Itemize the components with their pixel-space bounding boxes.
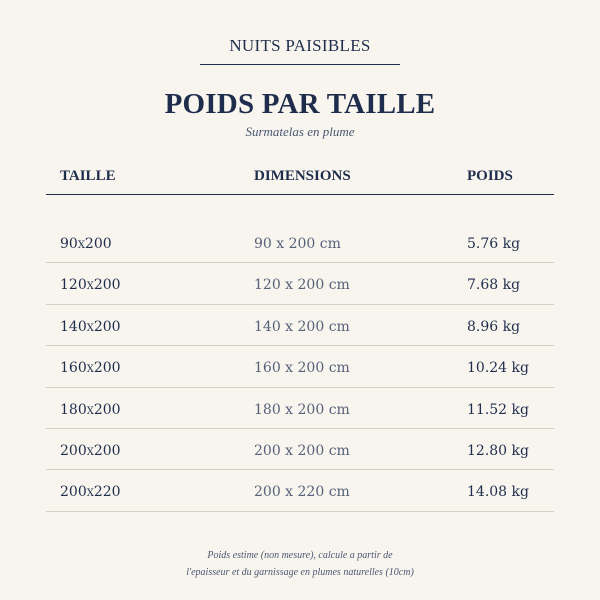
cell-dimensions: 160 x 200 cm <box>254 360 350 377</box>
table-header <box>0 168 600 188</box>
brand-name: NUITS PAISIBLES <box>229 36 371 55</box>
footnote-line-2: l'epaisseur et du garnissage en plumes naturelles (10cm) <box>186 567 414 578</box>
cell-poids: 11.52 kg <box>467 401 529 418</box>
header-taille: TAILLE <box>60 168 116 184</box>
row-divider <box>46 511 554 512</box>
cell-taille: 200x220 <box>60 484 121 501</box>
brand-divider <box>200 64 400 65</box>
cell-taille: 180x200 <box>60 401 121 418</box>
cell-taille: 160x200 <box>60 360 121 377</box>
table-row <box>0 305 600 346</box>
table-row <box>0 346 600 387</box>
table-row <box>0 388 600 429</box>
size-table <box>0 222 600 512</box>
cell-dimensions: 90 x 200 cm <box>254 236 341 252</box>
cell-dimensions: 180 x 200 cm <box>254 401 350 418</box>
cell-dimensions: 120 x 200 cm <box>254 277 350 294</box>
cell-dimensions: 200 x 220 cm <box>254 484 350 501</box>
table-row <box>0 429 600 470</box>
cell-poids: 10.24 kg <box>467 360 529 377</box>
cell-poids: 5.76 kg <box>467 236 521 252</box>
page-subtitle: Surmatelas en plume <box>245 124 355 139</box>
cell-poids: 14.08 kg <box>467 484 529 501</box>
cell-taille: 140x200 <box>60 318 121 335</box>
footnote-line-1: Poids estime (non mesure), calcule a partir de <box>207 550 393 561</box>
cell-taille: 120x200 <box>60 277 121 294</box>
header-divider <box>46 194 554 195</box>
table-row <box>0 470 600 511</box>
cell-poids: 12.80 kg <box>467 442 529 459</box>
table-row <box>0 222 600 263</box>
header-poids: POIDS <box>467 168 513 184</box>
table-row <box>0 263 600 304</box>
header-dimensions: DIMENSIONS <box>254 168 351 184</box>
cell-dimensions: 140 x 200 cm <box>254 318 350 335</box>
cell-taille: 90x200 <box>60 236 112 252</box>
page-title: POIDS PAR TAILLE <box>164 88 436 120</box>
cell-taille: 200x200 <box>60 442 121 459</box>
cell-dimensions: 200 x 200 cm <box>254 442 350 459</box>
cell-poids: 8.96 kg <box>467 318 521 335</box>
cell-poids: 7.68 kg <box>467 277 521 294</box>
footnote <box>0 547 600 581</box>
